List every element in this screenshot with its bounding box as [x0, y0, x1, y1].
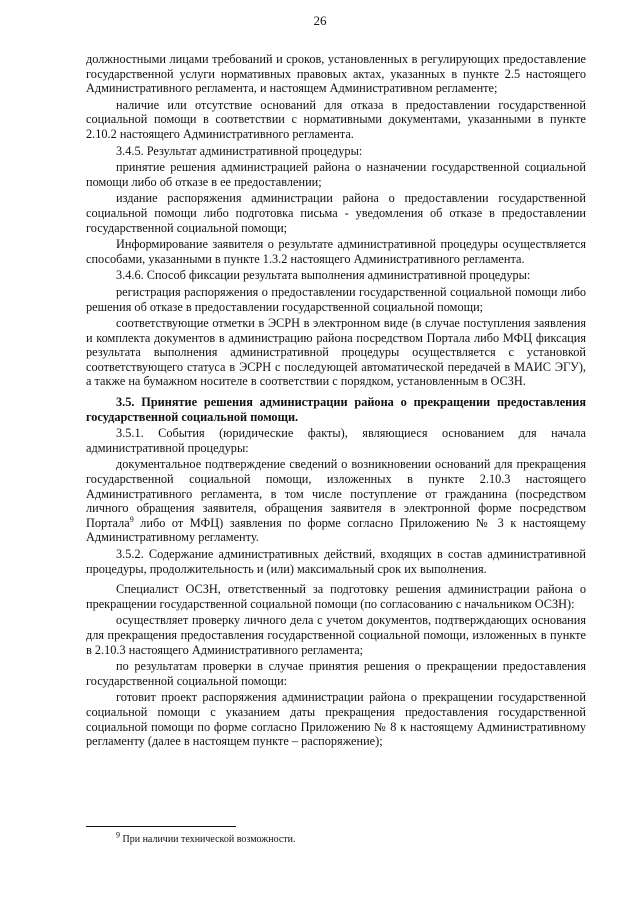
section-heading: 3.5. Принятие решения администрации района о прекращении предоставления государственной социальной помощи. [86, 395, 586, 424]
paragraph-4: принятие решения администрацией района о назначении государственной социальной помощи либо об отказе в ее предоставлении; [86, 160, 586, 189]
paragraph-2: наличие или отсутствие оснований для отказа в предоставлении государственной социальной помощи в соответствии с нормативными документами, указанными в пункте 2.10.2 настоящего Административного регламента. [86, 97, 586, 141]
footnote-text: При наличии технической возможности. [122, 834, 296, 845]
paragraph-7: 3.4.6. Способ фиксации результата выполнения административной процедуры: [116, 268, 531, 283]
paragraph-12-tail: либо от МФЦ) заявления по форме согласно Приложению № 3 к настоящему Административному регламенту. [86, 515, 586, 545]
paragraph-12-text: документальное подтверждение сведений о возникновении оснований для прекращения государственной социальной помощи, изложенных в пункте 2.10.3 настоящего Административного регламента, в том числе поступление от гражданина (посредством личного обращения заявителя, обращения заявителя в электронной форме посредством Портала [86, 457, 586, 530]
paragraph-1: должностными лицами требований и сроков, установленных в регулирующих предоставление государственной услуги нормативных правовых актах, указанных в пункте 2.5 настоящего Административного регламента, и настоящем Административном регламенте; [86, 52, 586, 96]
footnote-separator [86, 826, 236, 827]
paragraph-6: Информирование заявителя о результате административной процедуры осуществляется способами, указанными в пункте 1.3.2 настоящего Административного регламента. [86, 237, 586, 266]
paragraph-14: Специалист ОСЗН, ответственный за подготовку решения администрации района о прекращении государственной социальной помощи (по согласованию с начальником ОСЗН): [86, 582, 586, 611]
paragraph-5: издание распоряжения администрации района о предоставлении государственной социальной помощи либо подготовка письма - уведомления об отказе в предоставлении государственной социальной помощи; [86, 191, 586, 235]
paragraph-3: 3.4.5. Результат административной процедуры: [116, 143, 363, 158]
paragraph-9: соответствующие отметки в ЭСРН в электронном виде (в случае поступления заявления и комплекта документов в администрацию района посредством Портала либо МФЦ фиксация результата выполнения административной процедуры осуществляется с установкой соответствующего статуса в ЭСРН с последующей автоматической передачей в МАИС ЭГУ), а также на бумажном носителе в соответствии с порядком, установленным в ОСЗН. [86, 316, 586, 389]
paragraph-15: осуществляет проверку личного дела с учетом документов, подтверждающих основания для прекращения предоставления государственной социальной помощи, изложенных в пункте в 2.10.3 настоящего Административного регламента; [86, 613, 586, 657]
page-number: 26 [313, 13, 327, 28]
paragraph-17: готовит проект распоряжения администрации района о прекращении государственной социальной помощи с указанием даты прекращения предоставления государственной социальной помощи по форме согласно Приложению № 8 к настоящему Административному регламенту (далее в настоящем пункте – распоряжение); [86, 690, 586, 749]
footnote-mark: 9 [116, 830, 120, 840]
paragraph-16: по результатам проверки в случае принятия решения о прекращении предоставления государственной социальной помощи: [86, 659, 586, 688]
footnote [116, 830, 296, 848]
paragraph-8: регистрация распоряжения о предоставлении государственной социальной помощи либо решения об отказе в предоставлении государственной социальной помощи; [86, 284, 586, 314]
paragraph-13: 3.5.2. Содержание административных действий, входящих в состав административной процедуры, продолжительность и (или) максимальный срок их выполнения. [86, 547, 586, 576]
paragraph-11: 3.5.1. События (юридические факты), являющиеся основанием для начала административной процедуры: [86, 426, 586, 455]
document-body [86, 52, 586, 751]
footnote-ref: 9 [129, 514, 134, 524]
paragraph-12 [86, 457, 586, 545]
